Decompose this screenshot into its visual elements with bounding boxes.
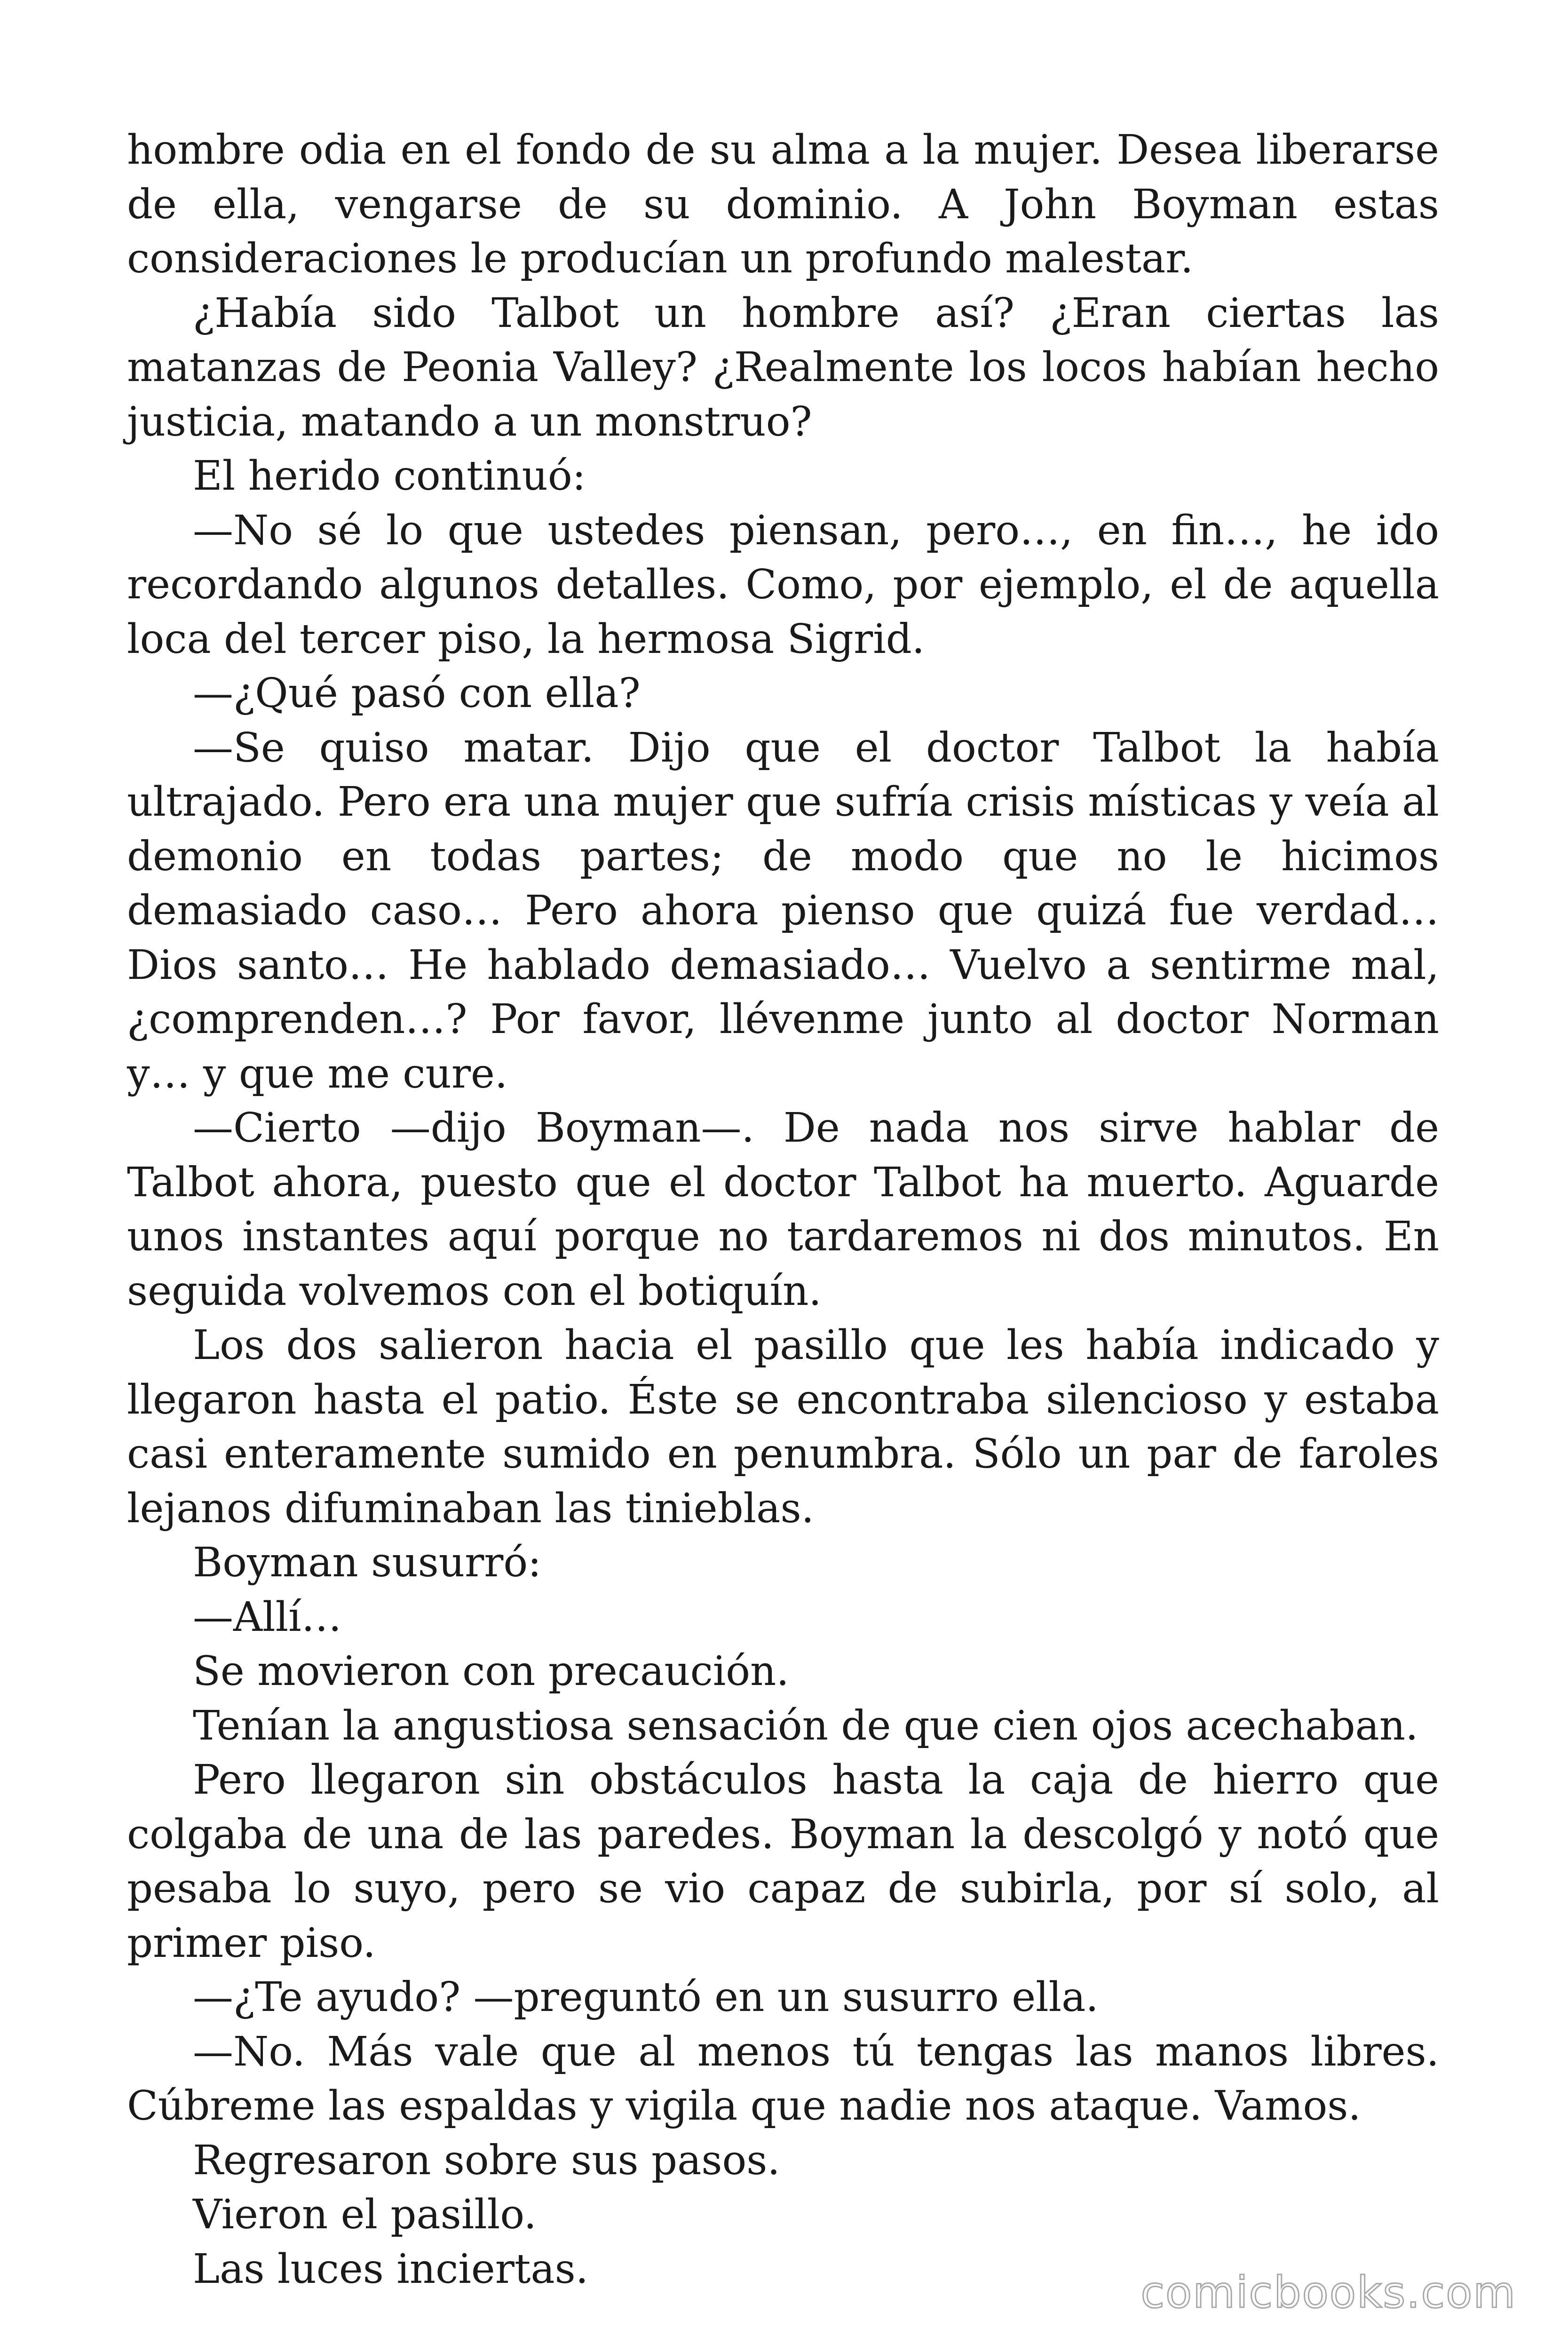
paragraph: Se movieron con precaución. bbox=[193, 1648, 789, 1695]
paragraph: —Allí… bbox=[193, 1593, 342, 1641]
paragraph: —No. Más vale que al menos tú tengas las manos libres. Cúbreme las espaldas y vigila que nadie nos ataque. Vamos. bbox=[127, 2028, 1439, 2130]
paragraph: —Cierto —dijo Boyman—. De nada nos sirve hablar de Talbot ahora, puesto que el doctor Talbot ha muerto. Aguarde unos instantes aquí porque no tardaremos ni dos minutos. En seguida volvemos con el botiquín. bbox=[127, 1104, 1439, 1315]
paragraph: Pero llegaron sin obstáculos hasta la caja de hierro que colgaba de una de las paredes. Boyman la descolgó y notó que pesaba lo suyo, pero se vio capaz de subirla, por sí solo, al primer piso. bbox=[127, 1756, 1439, 1967]
paragraph: —¿Qué pasó con ella? bbox=[193, 670, 641, 717]
paragraph: —No sé lo que ustedes piensan, pero…, en fin…, he ido recordando algunos detalles. Como, por ejemplo, el de aquella loca del tercer piso, la hermosa Sigrid. bbox=[127, 507, 1439, 663]
paragraph: ¿Había sido Talbot un hombre así? ¿Eran ciertas las matanzas de Peonia Valley? ¿Realmente los locos habían hecho justicia, matando a un monstruo? bbox=[127, 289, 1439, 445]
paragraph: —Se quiso matar. Dijo que el doctor Talbot la había ultrajado. Pero era una mujer que sufría crisis místicas y veía al demonio en todas partes; de modo que no le hicimos demasiado caso… Pero ahora pienso que quizá fue verdad… Dios santo… He hablado demasiado… Vuelvo a sentirme mal, ¿comprenden…? Por favor, llévenme junto al doctor Norman y… y que me cure. bbox=[127, 724, 1439, 1097]
paragraph: Los dos salieron hacia el pasillo que les había indicado y llegaron hasta el patio. Éste se encontraba silencioso y estaba casi enteramente sumido en penumbra. Sólo un par de faroles lejanos difuminaban las tinieblas. bbox=[127, 1322, 1439, 1532]
page-body bbox=[127, 123, 1439, 2296]
paragraph: El herido continuó: bbox=[193, 453, 586, 500]
paragraph: —¿Te ayudo? —preguntó en un susurro ella. bbox=[193, 1974, 1099, 2021]
paragraph: Regresaron sobre sus pasos. bbox=[193, 2137, 780, 2184]
watermark: comicbooks.com bbox=[1140, 2267, 1516, 2318]
paragraph: Las luces inciertas. bbox=[193, 2245, 589, 2293]
paragraph: Vieron el pasillo. bbox=[193, 2191, 537, 2238]
paragraph: Boyman susurró: bbox=[193, 1539, 542, 1586]
paragraph: Tenían la angustiosa sensación de que cien ojos acechaban. bbox=[193, 1702, 1418, 1749]
paragraph: hombre odia en el fondo de su alma a la mujer. Desea liberarse de ella, vengarse de su dominio. A John Boyman estas consideraciones le producían un profundo malestar. bbox=[127, 127, 1439, 282]
